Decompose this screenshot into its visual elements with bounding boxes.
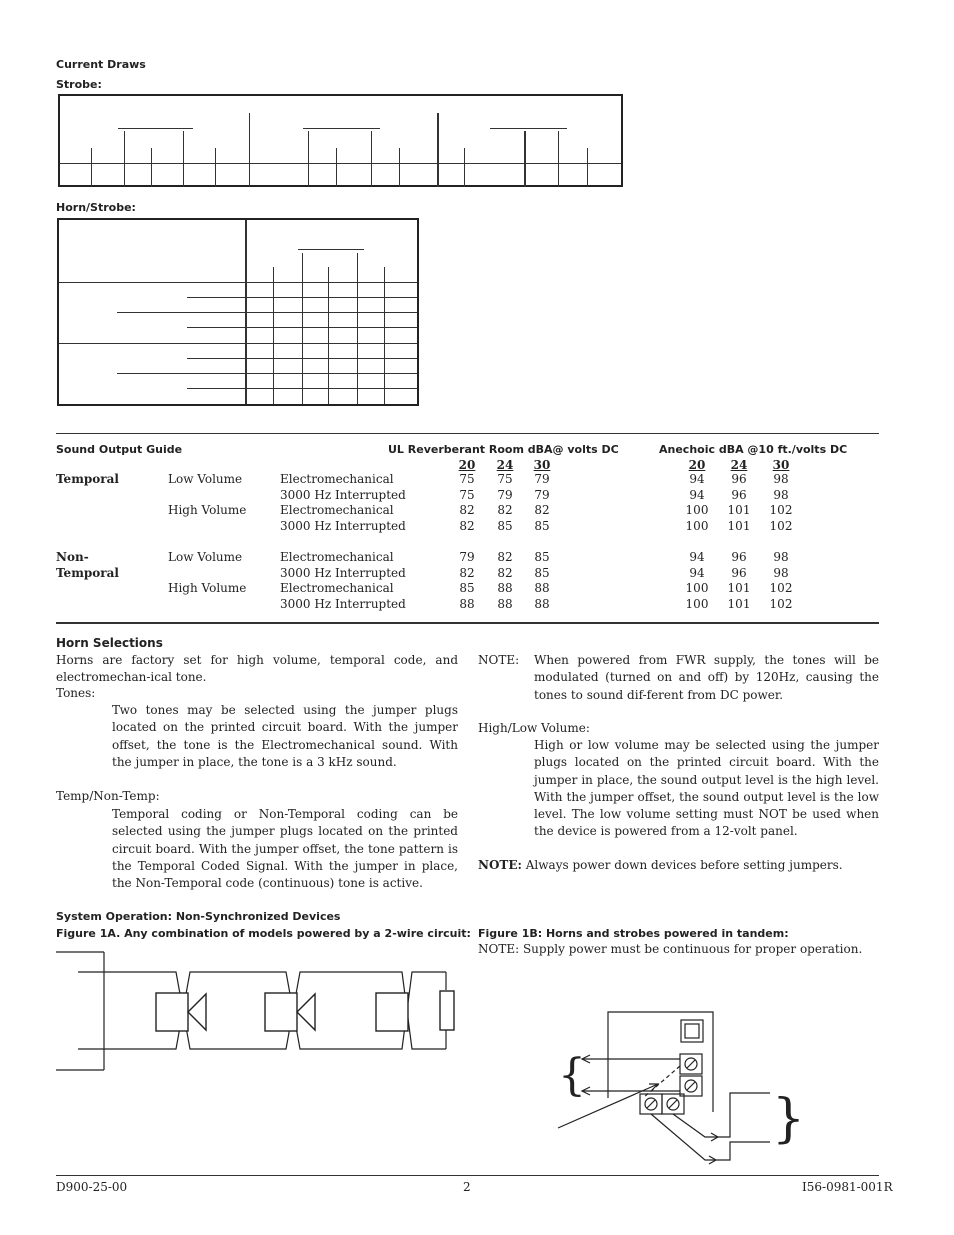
ul-dba-value: 82 [459, 503, 475, 517]
high-low-text: High or low volume may be selected using the jumper plugs located on the printed circuit board. With the jumper in place, the sound output level is the high level. With the jumper offset, the sound output level is the low level. The low volume setting must NOT be used when the device is powered from a 12-volt panel. [534, 738, 879, 839]
system-title: System Operation: Non-Synchronized Devices [56, 910, 341, 923]
ul-header: UL Reverberant Room dBA@ volts DC [388, 443, 619, 456]
volume-label: High Volume [168, 581, 247, 595]
anechoic-voltage-header: 24 [730, 458, 748, 472]
ul-dba-value: 85 [459, 581, 475, 595]
figure-1a-caption: Figure 1A. Any combination of models powered by a 2-wire circuit: [56, 927, 471, 940]
ul-dba-value: 82 [459, 519, 475, 533]
footer-doc-number: D900-25-00 [56, 1180, 128, 1194]
ul-dba-value: 82 [497, 566, 513, 580]
anechoic-dba-value: 101 [727, 503, 751, 517]
volume-label: High Volume [168, 503, 247, 517]
note2-text: Always power down devices before setting jumpers. [525, 858, 843, 872]
anechoic-dba-value: 98 [773, 488, 789, 502]
ul-voltage-header: 30 [533, 458, 551, 472]
anechoic-dba-value: 94 [689, 550, 705, 564]
tone-label: Electromechanical [280, 503, 394, 517]
volume-label: Low Volume [168, 472, 243, 486]
note-text: When powered from FWR supply, the tones will be modulated (turned on and off) by 120Hz, causing the tones to sound dif-ferent from DC power. [534, 653, 879, 702]
anechoic-dba-value: 96 [731, 472, 747, 486]
ul-dba-value: 88 [497, 597, 513, 611]
tone-label: Electromechanical [280, 472, 394, 486]
ul-dba-value: 85 [497, 519, 513, 533]
anechoic-dba-value: 102 [769, 581, 793, 595]
note2-label: NOTE: [478, 858, 522, 872]
current-draws-title: Current Draws [56, 58, 146, 71]
tone-label: 3000 Hz Interrupted [280, 566, 406, 580]
ul-dba-value: 88 [497, 581, 513, 595]
ul-dba-value: 79 [534, 472, 550, 486]
anechoic-voltage-header: 20 [688, 458, 706, 472]
anechoic-dba-value: 98 [773, 550, 789, 564]
ul-dba-value: 85 [534, 566, 550, 580]
anechoic-dba-value: 102 [769, 503, 793, 517]
tone-label: 3000 Hz Interrupted [280, 597, 406, 611]
high-low-label: High/Low Volume: [478, 721, 590, 735]
mode-label: Temporal [56, 566, 119, 580]
anechoic-dba-value: 96 [731, 488, 747, 502]
figure-1b-note: NOTE: Supply power must be continuous for proper operation. [478, 942, 863, 956]
anechoic-dba-value: 102 [769, 519, 793, 533]
horn-strobe-label: Horn/Strobe: [56, 201, 136, 214]
horn-intro: Horns are factory set for high volume, temporal code, and electromechan-ical tone. [56, 653, 458, 685]
anechoic-dba-value: 101 [727, 519, 751, 533]
ul-dba-value: 75 [459, 488, 475, 502]
ul-dba-value: 79 [497, 488, 513, 502]
anechoic-dba-value: 96 [731, 566, 747, 580]
figure-1b-caption: Figure 1B: Horns and strobes powered in tandem: [478, 927, 789, 940]
anechoic-header: Anechoic dBA @10 ft./volts DC [659, 443, 848, 456]
anechoic-dba-value: 100 [685, 581, 709, 595]
left-brace: { [558, 1050, 586, 1101]
anechoic-dba-value: 100 [685, 597, 709, 611]
horn-selections-title: Horn Selections [56, 636, 163, 650]
anechoic-dba-value: 101 [727, 597, 751, 611]
tone-label: Electromechanical [280, 581, 394, 595]
anechoic-dba-value: 98 [773, 566, 789, 580]
volume-label: Low Volume [168, 550, 243, 564]
mode-label: Non- [56, 550, 89, 564]
ul-dba-value: 75 [459, 472, 475, 486]
ul-dba-value: 79 [534, 488, 550, 502]
anechoic-dba-value: 98 [773, 472, 789, 486]
ul-dba-value: 75 [497, 472, 513, 486]
footer-part-number: I56-0981-001R [802, 1180, 893, 1194]
mode-label: Temporal [56, 472, 119, 486]
tones-label: Tones: [56, 686, 96, 700]
ul-dba-value: 85 [534, 550, 550, 564]
note-label: NOTE: [478, 653, 520, 667]
tone-label: 3000 Hz Interrupted [280, 519, 406, 533]
strobe-label: Strobe: [56, 78, 102, 91]
anechoic-dba-value: 94 [689, 488, 705, 502]
ul-voltage-header: 20 [458, 458, 476, 472]
tone-label: Electromechanical [280, 550, 394, 564]
temp-label: Temp/Non-Temp: [56, 789, 160, 803]
anechoic-dba-value: 94 [689, 472, 705, 486]
anechoic-dba-value: 94 [689, 566, 705, 580]
ul-dba-value: 82 [459, 566, 475, 580]
tone-label: 3000 Hz Interrupted [280, 488, 406, 502]
ul-dba-value: 85 [534, 519, 550, 533]
temp-text: Temporal coding or Non-Temporal coding can be selected using the jumper plugs located on the printed circuit board. With the jumper offset, the tone pattern is the Temporal Coded Signal. With the jumper in place, the Non-Temporal code (continuous) tone is active. [112, 807, 458, 891]
page-number: 2 [463, 1180, 471, 1194]
ul-dba-value: 82 [534, 503, 550, 517]
anechoic-dba-value: 100 [685, 519, 709, 533]
ul-dba-value: 82 [497, 503, 513, 517]
right-brace: } [772, 1089, 806, 1149]
anechoic-voltage-header: 30 [772, 458, 790, 472]
anechoic-dba-value: 102 [769, 597, 793, 611]
anechoic-dba-value: 101 [727, 581, 751, 595]
ul-dba-value: 88 [459, 597, 475, 611]
sound-guide-title: Sound Output Guide [56, 443, 183, 456]
anechoic-dba-value: 100 [685, 503, 709, 517]
anechoic-dba-value: 96 [731, 550, 747, 564]
ul-dba-value: 82 [497, 550, 513, 564]
ul-dba-value: 88 [534, 581, 550, 595]
tones-text: Two tones may be selected using the jumper plugs located on the printed circuit board. With the jumper offset, the tone is the Electromechanical sound. With the jumper in place, the tone is a 3 kHz sound. [112, 703, 458, 769]
ul-voltage-header: 24 [496, 458, 514, 472]
ul-dba-value: 88 [534, 597, 550, 611]
ul-dba-value: 79 [459, 550, 475, 564]
